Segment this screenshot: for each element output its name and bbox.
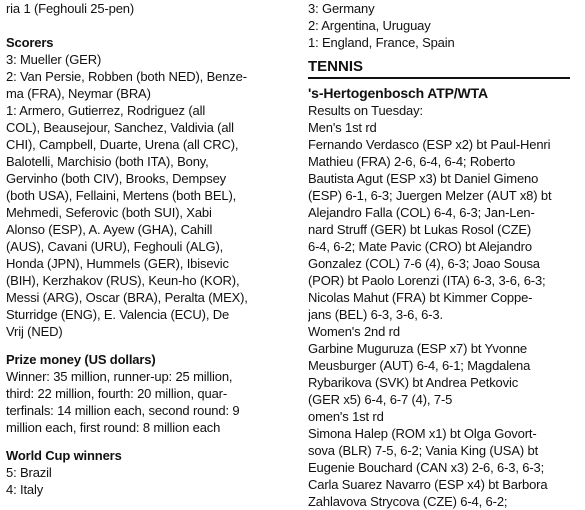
prize-money-line: million each, first round: 8 million each <box>6 420 221 435</box>
scorers-line: Vrij (NED) <box>6 324 63 339</box>
results-line: Alejandro Falla (COL) 6-4, 6-3; Jan-Len- <box>308 205 535 220</box>
results-line: (ESP) 6-1, 6-3; Juergen Melzer (AUT x8) bt <box>308 188 552 203</box>
scorers-line: 2: Van Persie, Robben (both NED), Benze- <box>6 69 247 84</box>
winners-line: 3: Germany <box>308 1 375 16</box>
right-column <box>308 0 580 510</box>
spacer <box>6 17 304 34</box>
results-line: Nicolas Mahut (FRA) bt Kimmer Coppe- <box>308 290 533 305</box>
results-line: Men's 1st rd <box>308 120 377 135</box>
tournament-heading: 's-Hertogenbosch ATP/WTA <box>308 85 488 101</box>
scorers-line: Honda (JPN), Hummels (GER), Ibisevic <box>6 256 229 271</box>
scorers-line: (BIH), Kerzhakov (RUS), Keun-ho (KOR), <box>6 273 240 288</box>
world-cup-winners-heading: World Cup winners <box>6 448 122 463</box>
match-result-fragment: ria 1 (Feghouli 25-pen) <box>6 1 135 16</box>
scorers-line: (both USA), Fellaini, Mertens (both BEL), <box>6 188 237 203</box>
world-cup-winners-list <box>6 464 304 498</box>
scorers-line: 1: Armero, Gutierrez, Rodriguez (all <box>6 103 206 118</box>
results-line: jans (BEL) 6-3, 3-6, 6-3. <box>308 307 443 322</box>
scorers-line: Mehmedi, Seferovic (both SUI), Xabi <box>6 205 212 220</box>
results-line: Zahlavova Strycova (CZE) 6-4, 6-2; <box>308 494 508 509</box>
prize-money-heading: Prize money (US dollars) <box>6 352 156 367</box>
results-line: sova (BLR) 7-5, 6-2; Vania King (USA) bt <box>308 443 539 458</box>
winners-line: 1: England, France, Spain <box>308 35 455 50</box>
scorers-line: Balotelli, Marchisio (both ITA), Bony, <box>6 154 209 169</box>
results-line: Bautista Agut (ESP x3) bt Daniel Gimeno <box>308 171 539 186</box>
results-line: Women's 2nd rd <box>308 324 400 339</box>
spacer <box>6 340 304 351</box>
scorers-line: Alonso (ESP), A. Ayew (GHA), Cahill <box>6 222 213 237</box>
winners-line: 4: Italy <box>6 482 44 497</box>
results-line: (POR) bt Paolo Lorenzi (ITA) 6-3, 3-6, 6-3; <box>308 273 546 288</box>
results-line: Gonzalez (COL) 7-6 (4), 6-3; Joao Sousa <box>308 256 540 271</box>
results-line: nard Struff (GER) bt Lukas Rosol (CZE) <box>308 222 532 237</box>
results-line: Eugenie Bouchard (CAN x3) 2-6, 6-3, 6-3; <box>308 460 545 475</box>
scorers-line: Sturridge (ENG), E. Valencia (ECU), De <box>6 307 230 322</box>
results-line: omen's 1st rd <box>308 409 384 424</box>
prize-money-list <box>6 368 304 436</box>
tennis-results-list <box>308 102 580 510</box>
section-divider <box>308 77 570 79</box>
scorers-line: 3: Mueller (GER) <box>6 52 102 67</box>
spacer <box>6 436 304 447</box>
prize-money-line: third: 22 million, fourth: 20 million, quar- <box>6 386 228 401</box>
scorers-list <box>6 51 304 340</box>
results-line: Rybarikova (SVK) bt Andrea Petkovic <box>308 375 519 390</box>
scorers-line: CHI), Campbell, Duarte, Urena (all CRC), <box>6 137 239 152</box>
prize-money-line: terfinals: 14 million each, second round: 9 <box>6 403 240 418</box>
prize-money-line: Winner: 35 million, runner-up: 25 million, <box>6 369 233 384</box>
results-line: Results on Tuesday: <box>308 103 423 118</box>
scorers-line: ma (FRA), Neymar (BRA) <box>6 86 151 101</box>
results-line: Simona Halep (ROM x1) bt Olga Govort- <box>308 426 537 441</box>
tennis-section-title: TENNIS <box>308 58 364 75</box>
left-column <box>6 0 304 498</box>
scorers-line: Messi (ARG), Oscar (BRA), Peralta (MEX), <box>6 290 248 305</box>
results-line: Meusburger (AUT) 6-4, 6-1; Magdalena <box>308 358 531 373</box>
world-cup-winners-continued <box>308 0 580 51</box>
results-line: 6-4, 6-2; Mate Pavic (CRO) bt Alejandro <box>308 239 532 254</box>
scorers-heading: Scorers <box>6 35 54 50</box>
results-line: (GER x5) 6-4, 6-7 (4), 7-5 <box>308 392 453 407</box>
results-line: Garbine Muguruza (ESP x7) bt Yvonne <box>308 341 528 356</box>
scorers-line: (AUS), Cavani (URU), Feghouli (ALG), <box>6 239 224 254</box>
scorers-line: Gervinho (both CIV), Brooks, Dempsey <box>6 171 227 186</box>
results-line: Mathieu (FRA) 2-6, 6-4, 6-4; Roberto <box>308 154 516 169</box>
results-line: Fernando Verdasco (ESP x2) bt Paul-Henri <box>308 137 551 152</box>
results-line: Carla Suarez Navarro (ESP x4) bt Barbora <box>308 477 548 492</box>
scorers-line: COL), Beausejour, Sanchez, Valdivia (all <box>6 120 234 135</box>
winners-line: 5: Brazil <box>6 465 52 480</box>
winners-line: 2: Argentina, Uruguay <box>308 18 431 33</box>
